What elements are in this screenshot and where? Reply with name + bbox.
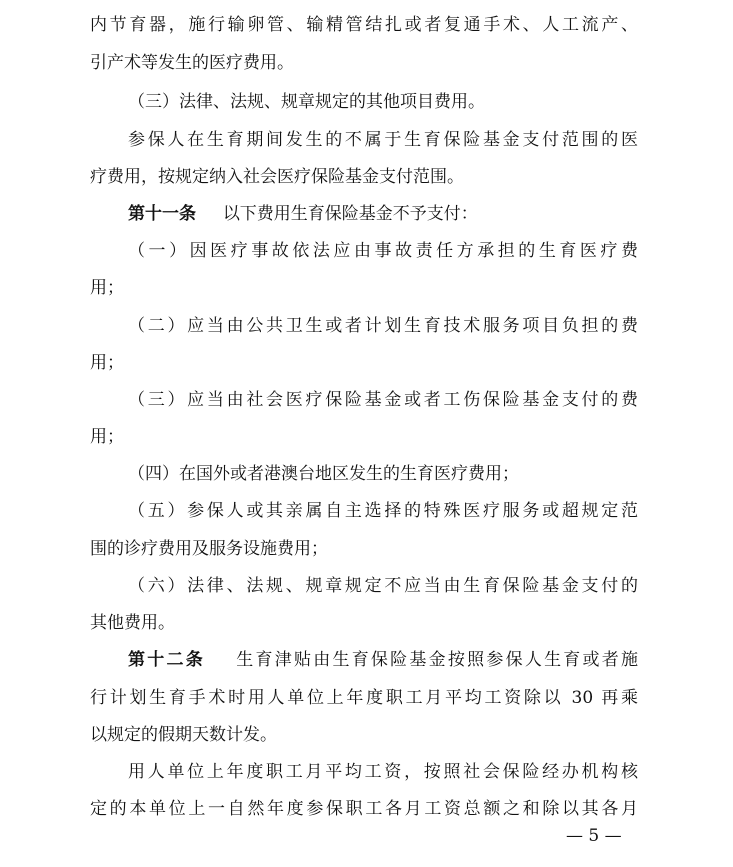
text-line: 用； bbox=[90, 278, 124, 298]
text-line: （一）因医疗事故依法应由事故责任方承担的生育医疗费 bbox=[128, 241, 638, 261]
text-line: 用； bbox=[90, 353, 124, 373]
text-line: 疗费用，按规定纳入社会医疗保险基金支付范围。 bbox=[90, 167, 464, 187]
article-11-line bbox=[128, 204, 638, 224]
text-line: 参保人在生育期间发生的不属于生育保险基金支付范围的医 bbox=[128, 130, 638, 150]
article-12-line bbox=[128, 650, 638, 670]
text-line: 内节育器，施行输卵管、输精管结扎或者复通手术、人工流产、 bbox=[90, 15, 638, 35]
text-line: 围的诊疗费用及服务设施费用； bbox=[90, 539, 328, 559]
text-line: 用人单位上年度职工月平均工资，按照社会保险经办机构核 bbox=[128, 762, 638, 782]
article-11-heading: 第十一条 bbox=[128, 204, 196, 224]
article-12-heading: 第十二条 bbox=[128, 650, 205, 670]
text-line: （六）法律、法规、规章规定不应当由生育保险基金支付的 bbox=[128, 576, 638, 596]
text-line: 定的本单位上一自然年度参保职工各月工资总额之和除以其各月 bbox=[90, 799, 638, 819]
text-line: （五）参保人或其亲属自主选择的特殊医疗服务或超规定范 bbox=[128, 501, 638, 521]
article-11-text: 以下费用生育保险基金不予支付： bbox=[222, 204, 478, 224]
text-line: 以规定的假期天数计发。 bbox=[90, 725, 277, 745]
text-line: （三）应当由社会医疗保险基金或者工伤保险基金支付的费 bbox=[128, 390, 638, 410]
page-number: — 5 — bbox=[566, 826, 622, 846]
text-line: （四）在国外或者港澳台地区发生的生育医疗费用； bbox=[128, 464, 519, 484]
article-12-text: 生育津贴由生育保险基金按照参保人生育或者施 bbox=[236, 650, 639, 670]
text-line: 引产术等发生的医疗费用。 bbox=[90, 53, 294, 73]
text-line: 行计划生育手术时用人单位上年度职工月平均工资除以 30 再乘 bbox=[90, 688, 638, 708]
text-line: 其他费用。 bbox=[90, 613, 175, 633]
text-line: （三）法律、法规、规章规定的其他项目费用。 bbox=[128, 92, 485, 112]
text-line: （二）应当由公共卫生或者计划生育技术服务项目负担的费 bbox=[128, 316, 638, 336]
text-line: 用； bbox=[90, 427, 124, 447]
